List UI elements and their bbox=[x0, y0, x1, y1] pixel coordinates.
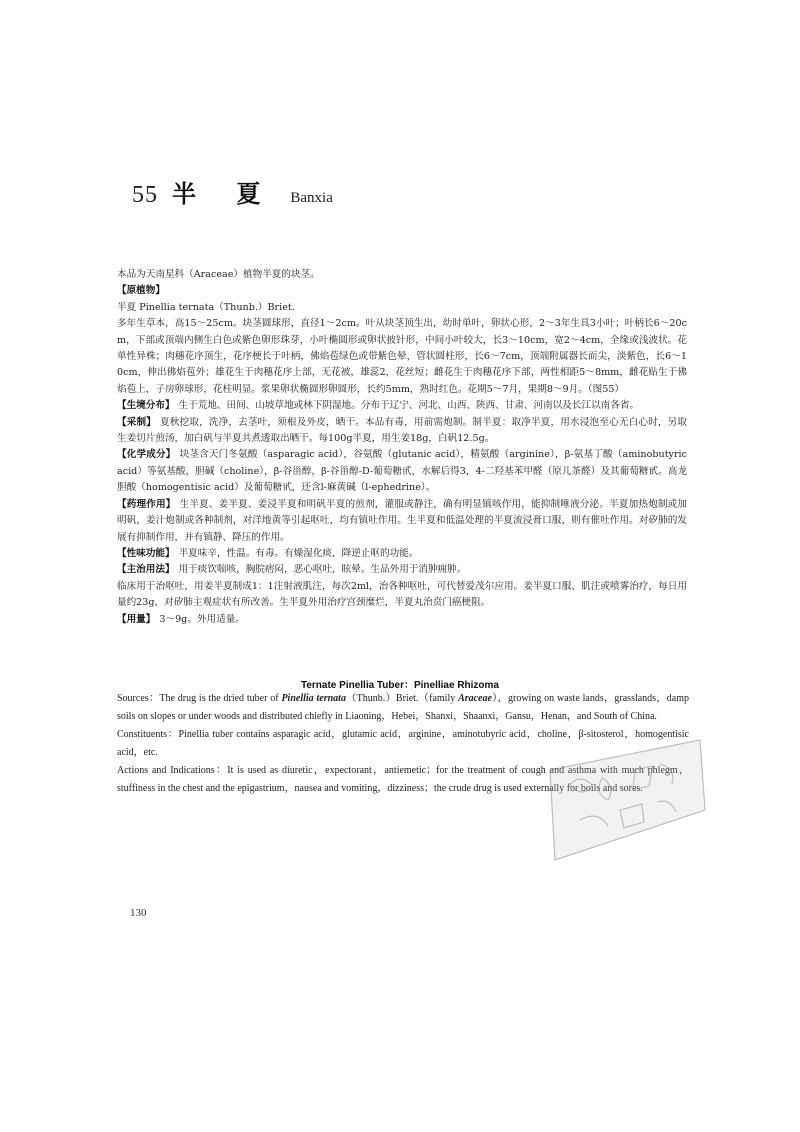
habitat-text: 生于荒地、田间、山坡草地或林下阴湿地。分布于辽宁、河北、山西、陕西、甘肃、河南以及长江以南各省。 bbox=[178, 400, 640, 412]
indications-text: 用于痰饮喘咳，胸脘痞闷，恶心呕吐，眩晕。生品外用于消肿痈肿。 bbox=[178, 564, 467, 576]
chemistry-section bbox=[117, 447, 687, 496]
library-seal-watermark bbox=[540, 730, 710, 870]
entry-title-cn: 半 夏 bbox=[172, 180, 277, 208]
intro-paragraph: 本品为天南星科（Araceae）植物半夏的块茎。 bbox=[117, 269, 320, 280]
english-title: Ternate Pinellia Tuber：Pinelliae Rhizoma bbox=[300, 680, 499, 691]
dosage-section bbox=[117, 612, 687, 628]
sources-pre: Sources：The drug is the dried tuber of bbox=[117, 693, 282, 704]
english-sources bbox=[117, 690, 689, 726]
entry-title-pinyin: Banxia bbox=[290, 190, 333, 206]
page-number: 130 bbox=[130, 907, 147, 919]
properties-text: 半夏味辛，性温。有毒。有燥湿化痰，降逆止呕的功能。 bbox=[178, 547, 419, 559]
indications-label: 【主治用法】 bbox=[117, 564, 175, 576]
chemistry-label: 【化学成分】 bbox=[117, 449, 176, 461]
chemistry-text: 块茎含天门冬氨酸（asparagic acid），谷氨酸（glutanic acid），精氨酸（arginine），β-氨基丁酸（aminobutyric acid）等氨基酸，胆碱（choline），β-谷甾醇，β-谷甾醇-D-葡萄糖甙，水解后得3，4-二羟基苯甲醛（原儿茶醛）及其葡萄糖甙。高龙胆酸（homogentisic acid）及葡萄糖甙，还含l-麻黄碱（l-ephedrine）。 bbox=[117, 449, 687, 494]
indications-section bbox=[117, 562, 687, 578]
pharmacology-text: 生半夏、姜半夏、姜浸半夏和明矾半夏的煎剂，灌服或静注，确有明显镇咳作用，能抑制唾液分泌。半夏加热炮制或加明矾，姜汁炮制或各种制剂，对洋地黄等引起呕吐，均有镇吐作用。生半夏和低温处理的半夏流浸膏口服，则有催吐作用。对矽肺的发展有抑制作用，并有镇静、降压的作用。 bbox=[117, 498, 688, 543]
plant-section-label bbox=[117, 283, 687, 299]
habitat-label: 【生境分布】 bbox=[117, 400, 175, 412]
english-actions: Actions and Indications：It is used as diuretic，expectorant，antiemetic；for the treatment of cough and asthma with much phlegm，stuffiness in the chest and the epigastrium，nausea and vomiting，dizziness；the crude drug is used externally for boils and sores. bbox=[117, 765, 689, 794]
dosage-text: 3～9g。外用适量。 bbox=[159, 613, 245, 625]
entry-number: 55 bbox=[132, 182, 158, 208]
english-constituents: Constituents：Pinellia tuber contains asparagic acid，glutamic acid，arginine，aminotubyric acid，choline，β-sitosterol，homogentisic acid，etc. bbox=[117, 729, 689, 758]
collection-text: 夏秋挖取，洗净，去茎叶，须根及外皮，晒干。本品有毒，用前需炮制。制半夏：取净半夏，用水浸泡至心无白心时，另取生姜切片煎汤，加白矾与半夏共煮透取出晒干。每100g半夏，用生姜18g，白矾12.5g。 bbox=[117, 416, 687, 445]
pharmacology-label: 【药理作用】 bbox=[117, 498, 176, 510]
sources-mid: （Thunb.）Briet.（family bbox=[345, 693, 459, 704]
chinese-body bbox=[117, 267, 687, 628]
properties-label: 【性味功能】 bbox=[117, 547, 175, 559]
properties-section bbox=[117, 546, 687, 562]
collection-label: 【采制】 bbox=[117, 416, 157, 428]
dosage-label: 【用量】 bbox=[117, 613, 156, 625]
pharmacology-section bbox=[117, 497, 687, 546]
habitat-section bbox=[117, 398, 687, 414]
sources-post: ），growing on waste lands，grasslands，damp soils on slopes or under woods and distributed chiefly in Liaoning，Hebei，Shanxi，Shaanxi，Gansu，Henan，and South of China. bbox=[117, 693, 689, 722]
sources-family: Araceae bbox=[458, 693, 492, 704]
collection-section bbox=[117, 415, 687, 448]
entry-heading bbox=[132, 174, 333, 209]
sources-species: Pinellia ternata bbox=[281, 693, 346, 704]
plant-name: 半夏 Pinellia ternata（Thunb.）Briet. bbox=[117, 301, 295, 313]
plant-label: 【原植物】 bbox=[117, 285, 165, 297]
indications-clinical: 临床用于治呕吐，用姜半夏制成1：1注射液肌注，每次2ml，治各种呕吐，可代替爱茂尔应用。姜半夏口服、肌注或喷雾治疗，每日用量约23g，对矽肺主观症状有所改善。生半夏外用治疗宫颈糜烂，半夏丸治贲门癌梗阻。 bbox=[117, 580, 687, 609]
plant-description: 多年生草本，高15～25cm。块茎圆球形，直径1～2cm。叶从块茎顶生出，幼时单叶，卵状心形，2～3年生具3小叶；叶柄长6～20cm，下部或顶端内侧生白色或紫色卵形珠芽，小叶椭圆形或卵状披针形，中间小叶较大，长3～10cm，宽2～4cm，全缘或浅波状。花单性异株；肉穗花序顶生，花序梗长于叶柄，佛焰苞绿色或带紫色晕，管状圆柱形，长6～7cm，顶端附属器长而尖，淡紫色，长6～10cm，伸出佛焰苞外；雄花生于肉穗花序上部，无花被，雄蕊2，花丝短；雌花生于肉穗花序下部，两性相距5～8mm，雌花贴生于佛焰苞上，子房卵球形，花柱明显。浆果卵状椭圆形卵圆形，长约5mm，熟时红色。花期5～7月，果期8～9月。（图55） bbox=[117, 318, 687, 395]
